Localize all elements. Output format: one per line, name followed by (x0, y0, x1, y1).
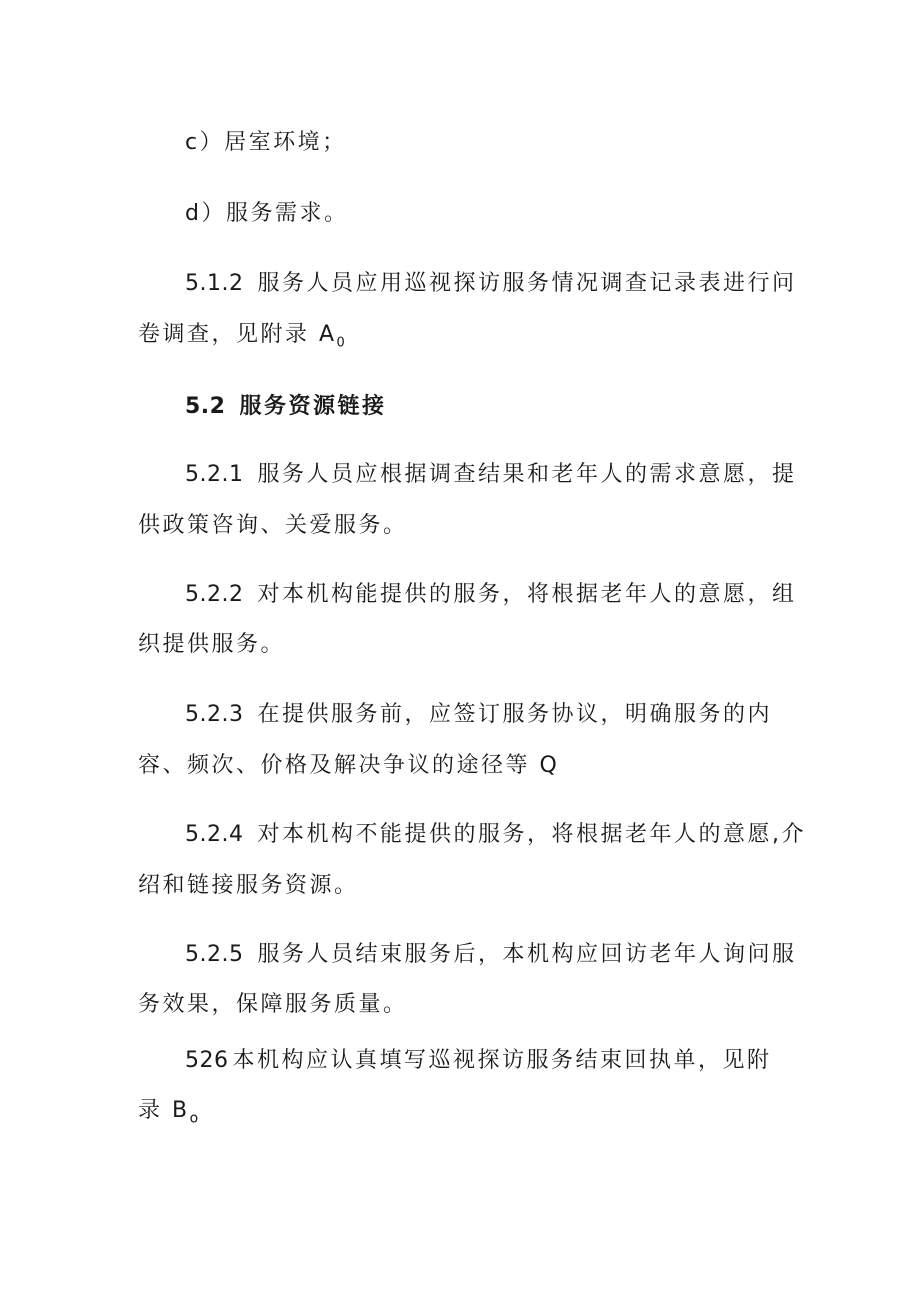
clause-text: 在提供服务前，应签订服务协议，明确服务的内 (257, 702, 772, 727)
section-heading-5-2 (185, 392, 387, 422)
clause-526-line1 (185, 1046, 772, 1076)
clause-5-2-2-line2: 织提供服务。 (138, 632, 286, 657)
clause-5-2-3-line2: 容、频次、价格及解决争议的途径等 Q (138, 753, 560, 778)
list-item-d: d）服务需求。 (185, 201, 349, 226)
clause-5-1-2-line1 (185, 269, 797, 299)
clause-number: 5.2.3 (185, 702, 244, 727)
clause-5-1-2-line2 (138, 320, 347, 358)
clause-subscript: o (189, 1110, 201, 1127)
clause-text: 本机构应认真填写巡视探访服务结束回执单，见附 (232, 1048, 772, 1073)
section-title: 服务资源链接 (239, 394, 387, 419)
clause-text: 服务人员应用巡视探访服务情况调查记录表进行问 (257, 271, 797, 296)
clause-5-2-4-line1 (185, 820, 806, 850)
clause-number: 5.2.5 (185, 942, 244, 967)
clause-5-2-1-line2: 供政策咨询、关爱服务。 (138, 513, 408, 538)
clause-526-line2 (138, 1096, 201, 1133)
clause-5-2-4-line2: 绍和链接服务资源。 (138, 873, 359, 898)
clause-text: 录 B (138, 1098, 190, 1123)
clause-5-2-5-line2: 务效果，保障服务质量。 (138, 992, 408, 1017)
clause-text: 服务人员应根据调查结果和老年人的需求意愿，提 (257, 462, 797, 487)
clause-5-2-5-line1 (185, 940, 797, 970)
section-number: 5.2 (185, 394, 226, 419)
clause-number: 526 (185, 1048, 229, 1073)
clause-number: 5.2.2 (185, 582, 244, 607)
clause-number: 5.1.2 (185, 271, 244, 296)
clause-text: 服务人员结束服务后，本机构应回访老年人询问服 (257, 942, 797, 967)
clause-number: 5.2.1 (185, 462, 244, 487)
clause-subscript: 0 (336, 335, 348, 351)
clause-text: 对本机构不能提供的服务，将根据老年人的意愿,介 (257, 822, 806, 847)
clause-5-2-3-line1 (185, 700, 772, 730)
clause-text: 卷调查，见附录 A (138, 322, 337, 347)
clause-text: 对本机构能提供的服务，将根据老年人的意愿，组 (257, 582, 797, 607)
clause-5-2-1-line1 (185, 460, 797, 490)
list-item-c: c）居室环境； (185, 130, 347, 155)
clause-5-2-2-line1 (185, 580, 797, 610)
clause-number: 5.2.4 (185, 822, 244, 847)
